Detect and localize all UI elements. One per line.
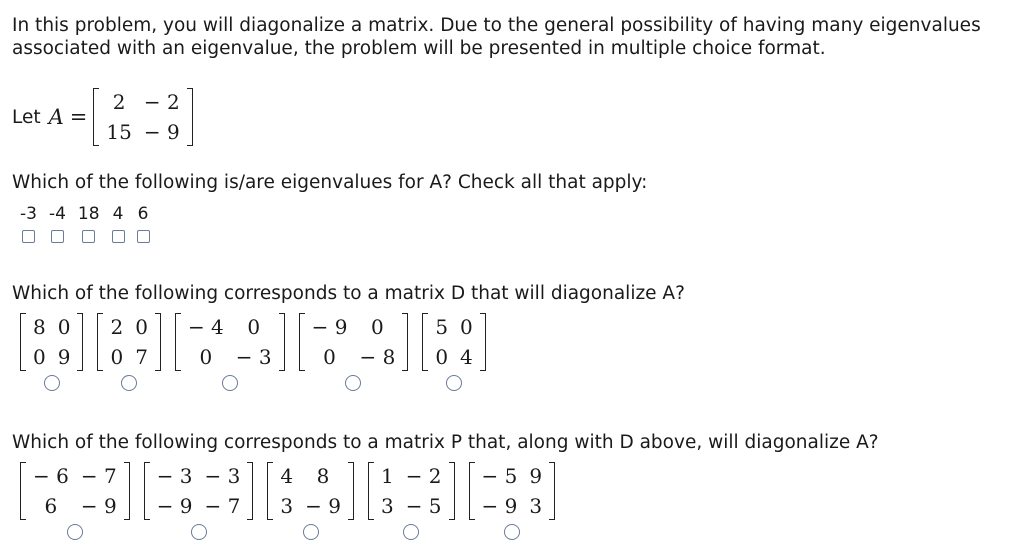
matrix-a-cell: − 2 xyxy=(143,90,180,114)
matrix-cell: − 3 xyxy=(204,464,241,488)
question-eigenvalues xyxy=(12,172,647,193)
eigenvalue-checkbox[interactable] xyxy=(137,230,150,243)
matrix-d-choice xyxy=(20,312,83,372)
eigenvalue-label: -3 xyxy=(20,204,37,224)
eigenvalue-checkbox[interactable] xyxy=(112,230,125,243)
matrix-p-choice xyxy=(144,461,254,521)
matrix-cell: 9 xyxy=(57,345,71,369)
matrix-cell: − 3 xyxy=(156,464,193,488)
question-matrix-p-text: Which of the following corresponds to a matrix P that, along with D above, will diagonalize A? xyxy=(12,432,879,453)
matrix-cell: 0 xyxy=(199,345,213,369)
question-matrix-d-text: Which of the following corresponds to a matrix D that will diagonalize A? xyxy=(12,283,685,304)
matrix-d-option[interactable] xyxy=(97,312,160,391)
eigenvalue-option[interactable] xyxy=(112,204,125,243)
let-label: Let xyxy=(12,106,41,128)
matrix-cell: − 9 xyxy=(156,494,193,518)
matrix-a xyxy=(93,87,192,147)
matrix-d-option[interactable] xyxy=(20,312,83,391)
matrix-cell: 0 xyxy=(247,315,261,339)
matrix-p-choice xyxy=(368,461,455,521)
matrix-p-option[interactable] xyxy=(20,461,130,540)
matrix-cell: − 9 xyxy=(311,315,348,339)
matrix-cell: 7 xyxy=(135,345,148,369)
matrix-a-cell: 15 xyxy=(106,120,132,144)
eigenvalue-checkbox[interactable] xyxy=(22,230,35,243)
matrix-cell: 0 xyxy=(435,345,449,369)
matrix-cell: − 9 xyxy=(481,494,518,518)
matrix-cell: 5 xyxy=(435,315,449,339)
matrix-cell: 0 xyxy=(33,345,46,369)
matrix-cell: 0 xyxy=(371,315,384,339)
problem-intro: In this problem, you will diagonalize a matrix. Due to the general possibility of having many eigenvalues associated with an eigenvalue, the problem will be presented in multiple choice format. xyxy=(12,15,981,59)
question-matrix-d xyxy=(12,283,685,304)
matrix-cell: 4 xyxy=(460,345,473,369)
matrix-cell: 2 xyxy=(110,315,124,339)
matrix-d-options xyxy=(20,312,500,391)
matrix-d-choice xyxy=(97,312,160,372)
eigenvalue-option[interactable] xyxy=(49,204,66,243)
matrix-d-option[interactable] xyxy=(422,312,485,391)
equals-sign: = xyxy=(69,105,88,129)
matrix-cell: − 8 xyxy=(359,345,396,369)
matrix-cell: − 5 xyxy=(405,494,442,518)
matrix-cell: 8 xyxy=(33,315,46,339)
matrix-d-option[interactable] xyxy=(175,312,285,391)
eigenvalue-label: 4 xyxy=(112,204,124,224)
matrix-p-choice xyxy=(267,461,354,521)
matrix-p-radio[interactable] xyxy=(67,524,83,540)
matrix-d-radio[interactable] xyxy=(446,375,462,391)
matrix-p-choice xyxy=(20,461,130,521)
eigenvalue-option[interactable] xyxy=(78,204,100,243)
matrix-cell: 3 xyxy=(529,494,543,518)
eigenvalue-label: 18 xyxy=(77,204,100,224)
matrix-cell: 3 xyxy=(280,494,294,518)
matrix-cell: 8 xyxy=(316,464,330,488)
matrix-cell: 6 xyxy=(44,494,58,518)
matrix-p-option[interactable] xyxy=(368,461,455,540)
matrix-d-radio[interactable] xyxy=(44,375,60,391)
matrix-cell: 9 xyxy=(529,464,543,488)
matrix-cell: − 7 xyxy=(204,494,241,518)
matrix-variable: A xyxy=(48,105,64,129)
matrix-cell: 4 xyxy=(280,464,294,488)
matrix-d-choice xyxy=(422,312,485,372)
question-eigenvalues-text: Which of the following is/are eigenvalues for A? Check all that apply: xyxy=(12,172,648,193)
matrix-p-radio[interactable] xyxy=(504,524,520,540)
matrix-cell: − 9 xyxy=(305,494,341,518)
eigenvalue-label: 6 xyxy=(137,204,149,224)
matrix-cell: − 4 xyxy=(187,315,224,339)
matrix-d-choice xyxy=(175,312,285,372)
eigenvalue-checkbox[interactable] xyxy=(82,230,95,243)
matrix-cell: 0 xyxy=(110,345,124,369)
matrix-cell: 0 xyxy=(135,315,148,339)
matrix-p-option[interactable] xyxy=(469,461,556,540)
matrix-cell: − 5 xyxy=(481,464,518,488)
matrix-p-options xyxy=(20,461,569,540)
matrix-d-option[interactable] xyxy=(299,312,409,391)
matrix-cell: − 3 xyxy=(235,345,272,369)
matrix-cell: − 2 xyxy=(405,464,442,488)
eigenvalue-option[interactable] xyxy=(20,204,37,243)
matrix-d-radio[interactable] xyxy=(345,375,361,391)
matrix-p-radio[interactable] xyxy=(303,524,319,540)
matrix-cell: 0 xyxy=(57,315,71,339)
eigenvalue-option[interactable] xyxy=(137,204,150,243)
matrix-p-option[interactable] xyxy=(267,461,354,540)
eigenvalue-options xyxy=(20,204,162,243)
matrix-d-choice xyxy=(299,312,409,372)
matrix-a-cell: − 9 xyxy=(143,120,180,144)
matrix-cell: 0 xyxy=(323,345,336,369)
matrix-cell: 0 xyxy=(460,315,473,339)
matrix-p-radio[interactable] xyxy=(191,524,207,540)
matrix-definition xyxy=(12,86,193,148)
matrix-cell: − 6 xyxy=(33,464,69,488)
matrix-a-cell: 2 xyxy=(112,90,126,114)
matrix-cell: − 7 xyxy=(80,464,117,488)
matrix-p-choice xyxy=(469,461,556,521)
matrix-p-radio[interactable] xyxy=(403,524,419,540)
matrix-d-radio[interactable] xyxy=(222,375,238,391)
matrix-cell: − 9 xyxy=(80,494,117,518)
eigenvalue-checkbox[interactable] xyxy=(51,230,64,243)
question-matrix-p xyxy=(12,432,879,453)
matrix-p-option[interactable] xyxy=(144,461,254,540)
matrix-cell: 3 xyxy=(380,494,394,518)
eigenvalue-label: -4 xyxy=(48,204,66,224)
matrix-cell: 1 xyxy=(380,464,394,488)
matrix-d-radio[interactable] xyxy=(121,375,137,391)
